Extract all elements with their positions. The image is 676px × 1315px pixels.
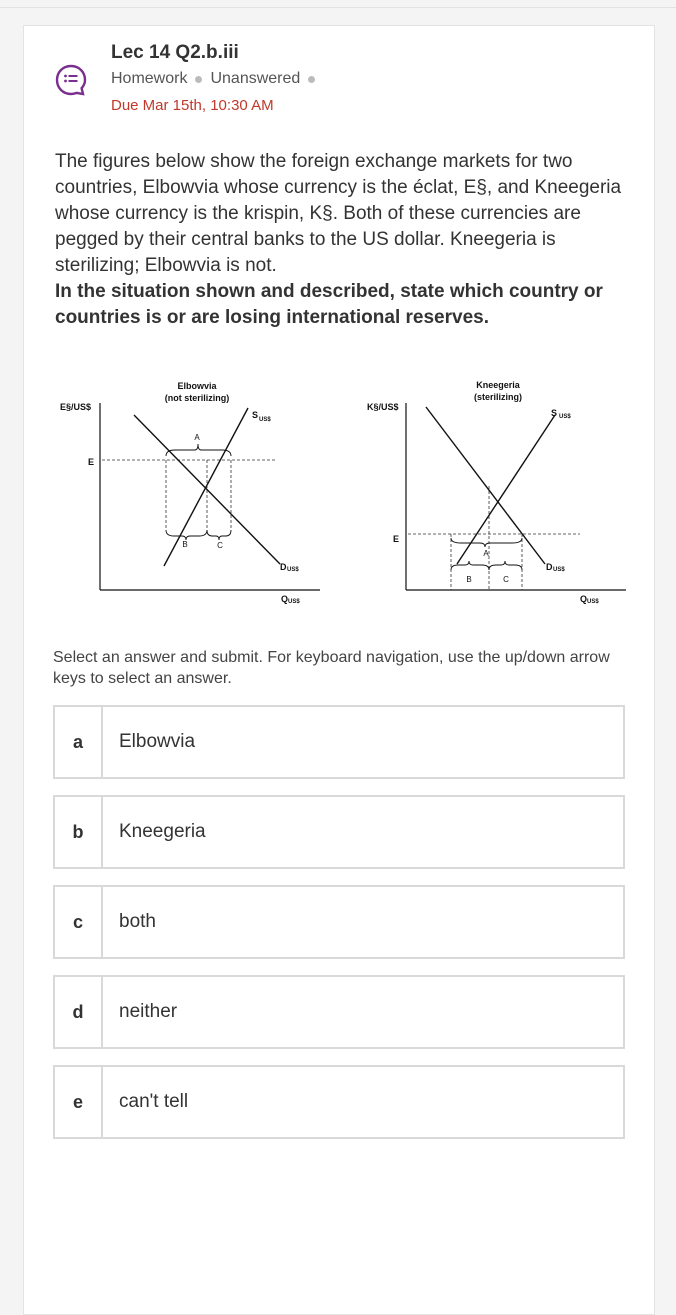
option-text: Elbowvia: [119, 731, 196, 752]
option-letter: d: [55, 977, 103, 1047]
kneegeria-brace-a: [451, 538, 522, 547]
kneegeria-supply-label: S: [551, 408, 558, 418]
elbowvia-subtitle: (not sterilizing): [164, 393, 230, 403]
elbowvia-title: Elbowvia: [177, 381, 217, 391]
due-date: Due Mar 15th, 10:30 AM: [111, 97, 274, 114]
top-divider: [0, 7, 676, 8]
option-letter: e: [55, 1067, 103, 1137]
option-letter: a: [55, 707, 103, 777]
elbowvia-demand-sub: US$: [287, 567, 299, 573]
option-letter: b: [55, 797, 103, 867]
option-text: neither: [119, 1001, 178, 1022]
kneegeria-demand-sub: US$: [553, 567, 565, 573]
elbowvia-brace-c: [207, 530, 231, 540]
elbowvia-brace-c-label: C: [217, 541, 223, 550]
elbowvia-brace-b: [166, 530, 207, 540]
answer-option-d[interactable]: [53, 975, 625, 1049]
elbowvia-supply-curve: [164, 408, 248, 566]
kneegeria-demand-label: D: [546, 562, 553, 572]
elbowvia-supply-sub: US$: [259, 417, 271, 423]
question-type: Homework: [111, 70, 188, 87]
forex-figure: [40, 370, 640, 620]
separator-dot: [195, 76, 202, 83]
kneegeria-q-sub: US$: [587, 599, 599, 605]
elbowvia-q-sub: US$: [288, 599, 300, 605]
elbowvia-brace-a-label: A: [194, 433, 200, 442]
question-status: Unanswered: [210, 70, 301, 87]
multiple-choice-icon: [55, 64, 87, 96]
answer-option-a[interactable]: [53, 705, 625, 779]
elbowvia-demand-curve: [134, 415, 280, 564]
answer-options: [53, 705, 625, 1155]
kneegeria-y-axis-label: K§/US$: [367, 402, 399, 412]
question-meta: [111, 70, 323, 88]
option-letter: c: [55, 887, 103, 957]
kneegeria-brace-a-label: A: [483, 549, 489, 558]
question-emphasis: In the situation shown and described, state which country or countries is or are losing international reserves.: [55, 281, 603, 328]
option-text: can't tell: [119, 1091, 189, 1112]
kneegeria-brace-b-label: B: [466, 575, 472, 584]
separator-dot: [308, 76, 315, 83]
kneegeria-supply-sub: US$: [559, 414, 571, 420]
elbowvia-q-label: Q: [281, 594, 289, 604]
elbowvia-brace-a: [166, 444, 231, 456]
kneegeria-panel: [367, 380, 626, 605]
elbowvia-brace-b-label: B: [182, 540, 188, 549]
option-text: both: [119, 911, 156, 932]
kneegeria-q-label: Q: [580, 594, 588, 604]
question-title: Lec 14 Q2.b.iii: [111, 42, 239, 63]
elbowvia-demand-label: D: [280, 562, 287, 572]
question-prompt: [55, 149, 625, 331]
elbowvia-peg-label: E: [88, 457, 95, 467]
kneegeria-brace-c-label: C: [503, 575, 509, 584]
kneegeria-demand-curve: [426, 407, 545, 564]
answer-instructions: Select an answer and submit. For keyboard navigation, use the up/down arrow keys to select an answer.: [53, 649, 610, 687]
kneegeria-peg-label: E: [393, 534, 400, 544]
kneegeria-brace-c: [489, 561, 522, 570]
kneegeria-supply-curve: [457, 415, 555, 564]
answer-option-b[interactable]: [53, 795, 625, 869]
kneegeria-brace-b: [451, 561, 489, 570]
kneegeria-subtitle: (sterilizing): [473, 392, 523, 402]
kneegeria-title: Kneegeria: [476, 380, 520, 390]
answer-option-c[interactable]: [53, 885, 625, 959]
answer-option-e[interactable]: [53, 1065, 625, 1139]
question-body: The figures below show the foreign exchange markets for two countries, Elbowvia whose currency is the éclat, E§, and Kneegeria whose currency is the krispin, K§. Both of these currencies are pegged by their central banks to the US dollar. Kneegeria is sterilizing; Elbowvia is not.: [55, 151, 622, 276]
elbowvia-y-axis-label: E§/US$: [60, 402, 92, 412]
option-text: Kneegeria: [119, 821, 206, 842]
elbowvia-supply-label: S: [252, 410, 259, 420]
elbowvia-panel: [60, 381, 320, 605]
